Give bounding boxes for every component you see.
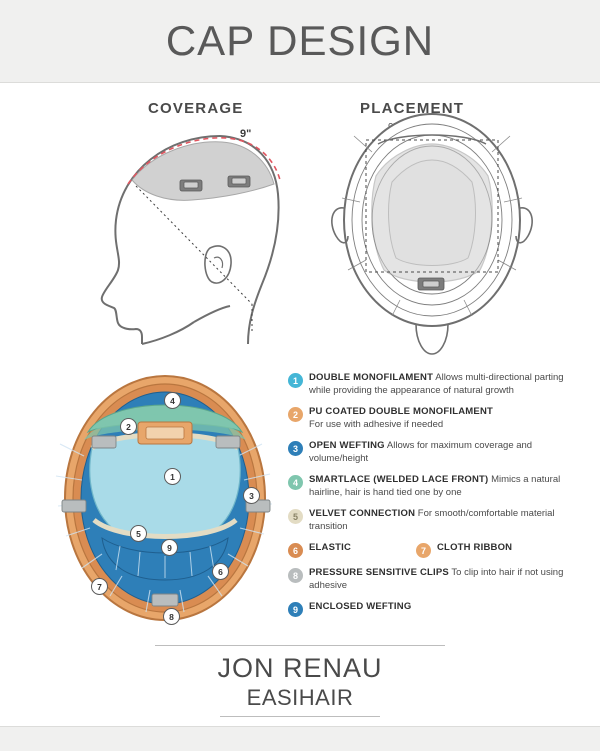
legend-title-5: VELVET CONNECTION — [309, 508, 416, 519]
legend-item-9 — [288, 601, 578, 617]
legend-title-4: SMARTLACE (WELDED LACE FRONT) — [309, 474, 489, 485]
legend-badge-3: 3 — [288, 441, 303, 456]
legend-title-9: ENCLOSED WEFTING — [309, 601, 412, 612]
legend-text-7 — [437, 542, 512, 555]
legend-item-7 — [416, 542, 512, 558]
head-top-diagram — [320, 110, 550, 360]
legend-item-2 — [288, 406, 578, 431]
head-profile-diagram — [70, 118, 300, 348]
legend-title-3: OPEN WEFTING — [309, 440, 385, 451]
legend-item-5 — [288, 508, 578, 533]
legend-item-1 — [288, 372, 578, 397]
legend-title-1: DOUBLE MONOFILAMENT — [309, 372, 434, 383]
page-title: CAP DESIGN — [165, 17, 435, 64]
legend-item-4 — [288, 474, 578, 499]
cap-marker-2: 2 — [120, 418, 137, 435]
coverage-measurement: 9" — [240, 128, 252, 140]
cap-marker-8: 8 — [163, 608, 180, 625]
legend-desc-5: For smooth/comfortable material transition — [309, 508, 555, 532]
legend-badge-2: 2 — [288, 407, 303, 422]
legend-badge-7: 7 — [416, 543, 431, 558]
brand-footer — [0, 645, 600, 717]
brand-subname: EASIHAIR — [246, 685, 354, 710]
page-header — [0, 0, 600, 83]
coverage-title: COVERAGE — [148, 100, 244, 117]
brand-name: JON RENAU — [217, 653, 383, 683]
legend-title-8: PRESSURE SENSITIVE CLIPS — [309, 567, 449, 578]
cap-marker-7: 7 — [91, 578, 108, 595]
legend-item-8 — [288, 567, 578, 592]
legend — [288, 372, 578, 626]
footer-strip — [0, 726, 600, 751]
cap-marker-9: 9 — [161, 539, 178, 556]
legend-row-pair — [288, 542, 578, 567]
legend-desc-2: For use with adhesive if needed — [309, 418, 444, 430]
cap-marker-3: 3 — [243, 487, 260, 504]
legend-badge-8: 8 — [288, 568, 303, 583]
legend-text-9 — [309, 601, 411, 614]
legend-badge-4: 4 — [288, 475, 303, 490]
legend-desc-1: Allows multi-directional parting while providing the appearance of natural growth — [309, 372, 564, 396]
legend-desc-4: Mimics a natural hairline, hair is hand tied one by one — [309, 474, 561, 498]
legend-text-5 — [309, 508, 578, 533]
cap-marker-4: 4 — [164, 392, 181, 409]
legend-text-3 — [309, 440, 578, 465]
legend-item-3 — [288, 440, 578, 465]
cap-marker-1: 1 — [164, 468, 181, 485]
brand-divider-bottom — [220, 716, 380, 717]
cap-marker-5: 5 — [130, 525, 147, 542]
legend-title-7: CLOTH RIBBON — [437, 542, 513, 553]
legend-text-6 — [309, 542, 351, 555]
legend-badge-5: 5 — [288, 509, 303, 524]
cap-marker-6: 6 — [212, 563, 229, 580]
legend-title-2: PU COATED DOUBLE MONOFILAMENT — [309, 406, 494, 417]
legend-text-8 — [309, 567, 578, 592]
legend-text-1 — [309, 372, 578, 397]
brand-divider-top — [155, 645, 445, 646]
legend-badge-1: 1 — [288, 373, 303, 388]
legend-desc-3: Allows for maximum coverage and volume/height — [309, 440, 533, 464]
legend-item-6 — [288, 542, 416, 558]
placement-title: PLACEMENT — [360, 100, 465, 117]
legend-desc-8: To clip into hair if not using adhesive — [309, 567, 564, 591]
legend-title-6: ELASTIC — [309, 542, 352, 553]
legend-badge-9: 9 — [288, 602, 303, 617]
legend-text-2 — [309, 406, 493, 431]
legend-badge-6: 6 — [288, 543, 303, 558]
legend-text-4 — [309, 474, 578, 499]
